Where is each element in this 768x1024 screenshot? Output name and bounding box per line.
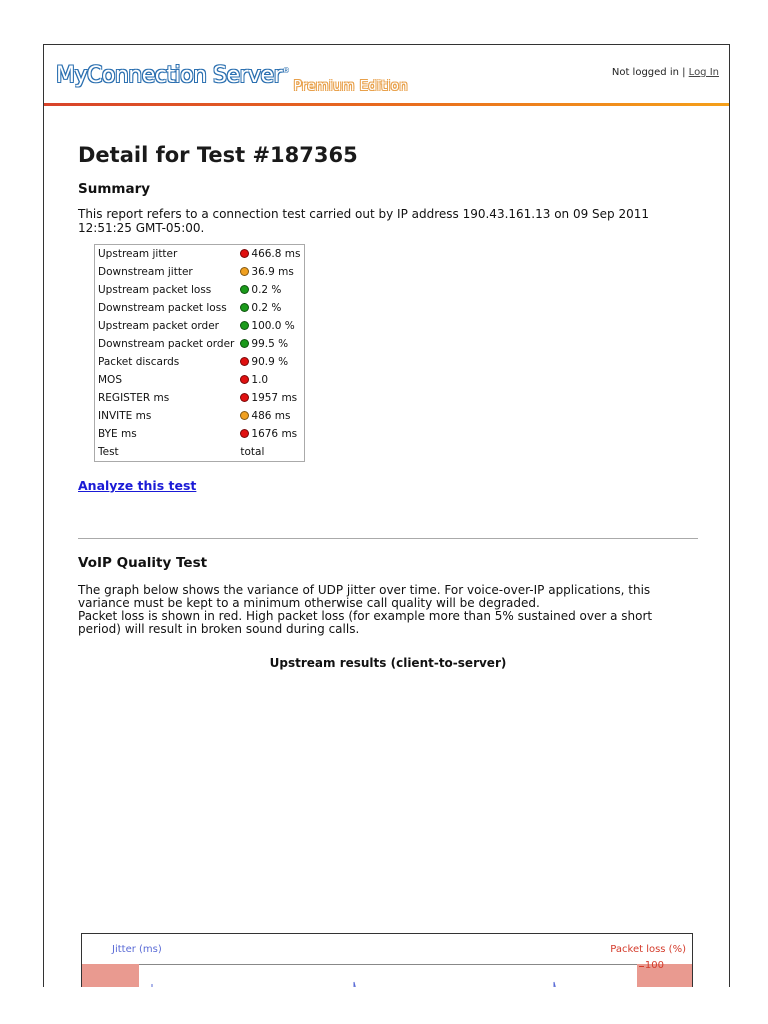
metric-value: 99.5 %	[251, 338, 289, 350]
metric-label: Downstream packet loss	[98, 302, 227, 314]
results-row	[95, 299, 305, 317]
metric-value-cell	[237, 389, 304, 407]
metric-value-cell	[237, 245, 304, 264]
metric-value-cell	[237, 263, 304, 281]
metric-label: INVITE ms	[98, 410, 152, 422]
metric-value: 36.9 ms	[251, 266, 294, 278]
login-link[interactable]: Log In	[688, 67, 719, 78]
results-row	[95, 353, 305, 371]
metric-value-cell	[237, 443, 304, 462]
login-area	[612, 67, 719, 78]
results-row	[95, 245, 305, 264]
metric-value: 1.0	[251, 374, 269, 386]
results-row	[95, 407, 305, 425]
results-row	[95, 317, 305, 335]
page-title: Detail for Test #187365	[78, 143, 358, 167]
results-row	[95, 443, 305, 462]
status-red-icon	[240, 357, 249, 366]
results-row	[95, 263, 305, 281]
jitter-spike	[354, 982, 356, 987]
status-red-icon	[240, 375, 249, 384]
metric-label: Upstream jitter	[98, 248, 178, 260]
metric-value-cell	[237, 317, 304, 335]
summary-text: This report refers to a connection test carried out by IP address 190.43.161.13 on 09 Sep 2011 12:51:25 GMT-05:00.	[78, 207, 650, 235]
upstream-results-title: Upstream results (client-to-server)	[269, 656, 507, 670]
status-orange-icon	[240, 411, 249, 420]
metric-value: 100.0 %	[251, 320, 295, 332]
voip-chart	[81, 933, 693, 987]
metric-value-cell	[237, 425, 304, 443]
results-row	[95, 335, 305, 353]
jitter-spike	[554, 982, 556, 987]
metric-label: MOS	[98, 374, 122, 386]
voip-text-1: The graph below shows the variance of UDP jitter over time. For voice-over-IP applications, this variance must be kept to a minimum otherwise call quality will be degraded.	[78, 583, 651, 610]
analyze-test-link[interactable]: Analyze this test	[78, 478, 197, 493]
logo-edition: Premium Edition	[293, 79, 409, 94]
metric-value-cell	[237, 353, 304, 371]
metric-value: 90.9 %	[251, 356, 289, 368]
metric-value: 0.2 %	[251, 284, 282, 296]
status-red-icon	[240, 393, 249, 402]
metric-value-cell	[237, 299, 304, 317]
metric-value-cell	[237, 335, 304, 353]
metric-label: Upstream packet loss	[98, 284, 212, 296]
voip-heading: VoIP Quality Test	[78, 555, 208, 571]
results-row	[95, 371, 305, 389]
status-green-icon	[240, 303, 249, 312]
main-content	[78, 105, 698, 670]
metric-value-cell	[237, 281, 304, 299]
page-frame	[43, 44, 730, 987]
voip-text-2: Packet loss is shown in red. High packet loss (for example more than 5% sustained over a short period) will result in broken sound during calls.	[78, 609, 653, 636]
status-green-icon	[240, 339, 249, 348]
status-red-icon	[240, 249, 249, 258]
section-divider	[78, 538, 698, 539]
site-logo[interactable]	[56, 63, 409, 94]
metric-value-cell	[237, 407, 304, 425]
metric-value-cell	[237, 371, 304, 389]
metric-label: Upstream packet order	[98, 320, 219, 332]
metric-label: Downstream packet order	[98, 338, 235, 350]
metric-label: BYE ms	[98, 428, 137, 440]
results-table	[94, 244, 305, 462]
status-orange-icon	[240, 267, 249, 276]
results-row	[95, 281, 305, 299]
summary-heading: Summary	[78, 181, 151, 197]
logo-text: MyConnection Server	[56, 63, 283, 88]
metric-value: 0.2 %	[251, 302, 282, 314]
metric-value: 1957 ms	[251, 392, 298, 404]
packet-loss-axis-label: Packet loss (%)	[610, 944, 686, 955]
voip-description	[78, 584, 698, 636]
packet-loss-tick-100: 100	[644, 960, 664, 971]
metric-label: Packet discards	[98, 356, 180, 368]
metric-value: 466.8 ms	[251, 248, 301, 260]
metric-value: total	[240, 446, 265, 458]
login-status: Not logged in |	[611, 67, 686, 78]
results-row	[95, 389, 305, 407]
metric-label: REGISTER ms	[98, 392, 170, 404]
jitter-axis-label: Jitter (ms)	[112, 944, 162, 955]
status-red-icon	[240, 429, 249, 438]
metric-value: 486 ms	[251, 410, 291, 422]
site-header	[44, 45, 729, 105]
status-green-icon	[240, 285, 249, 294]
metric-label: Test	[98, 446, 119, 458]
metric-label: Downstream jitter	[98, 266, 193, 278]
status-green-icon	[240, 321, 249, 330]
metric-value: 1676 ms	[251, 428, 298, 440]
jitter-spikes	[82, 934, 694, 987]
results-row	[95, 425, 305, 443]
logo-trademark: ®	[282, 66, 290, 75]
